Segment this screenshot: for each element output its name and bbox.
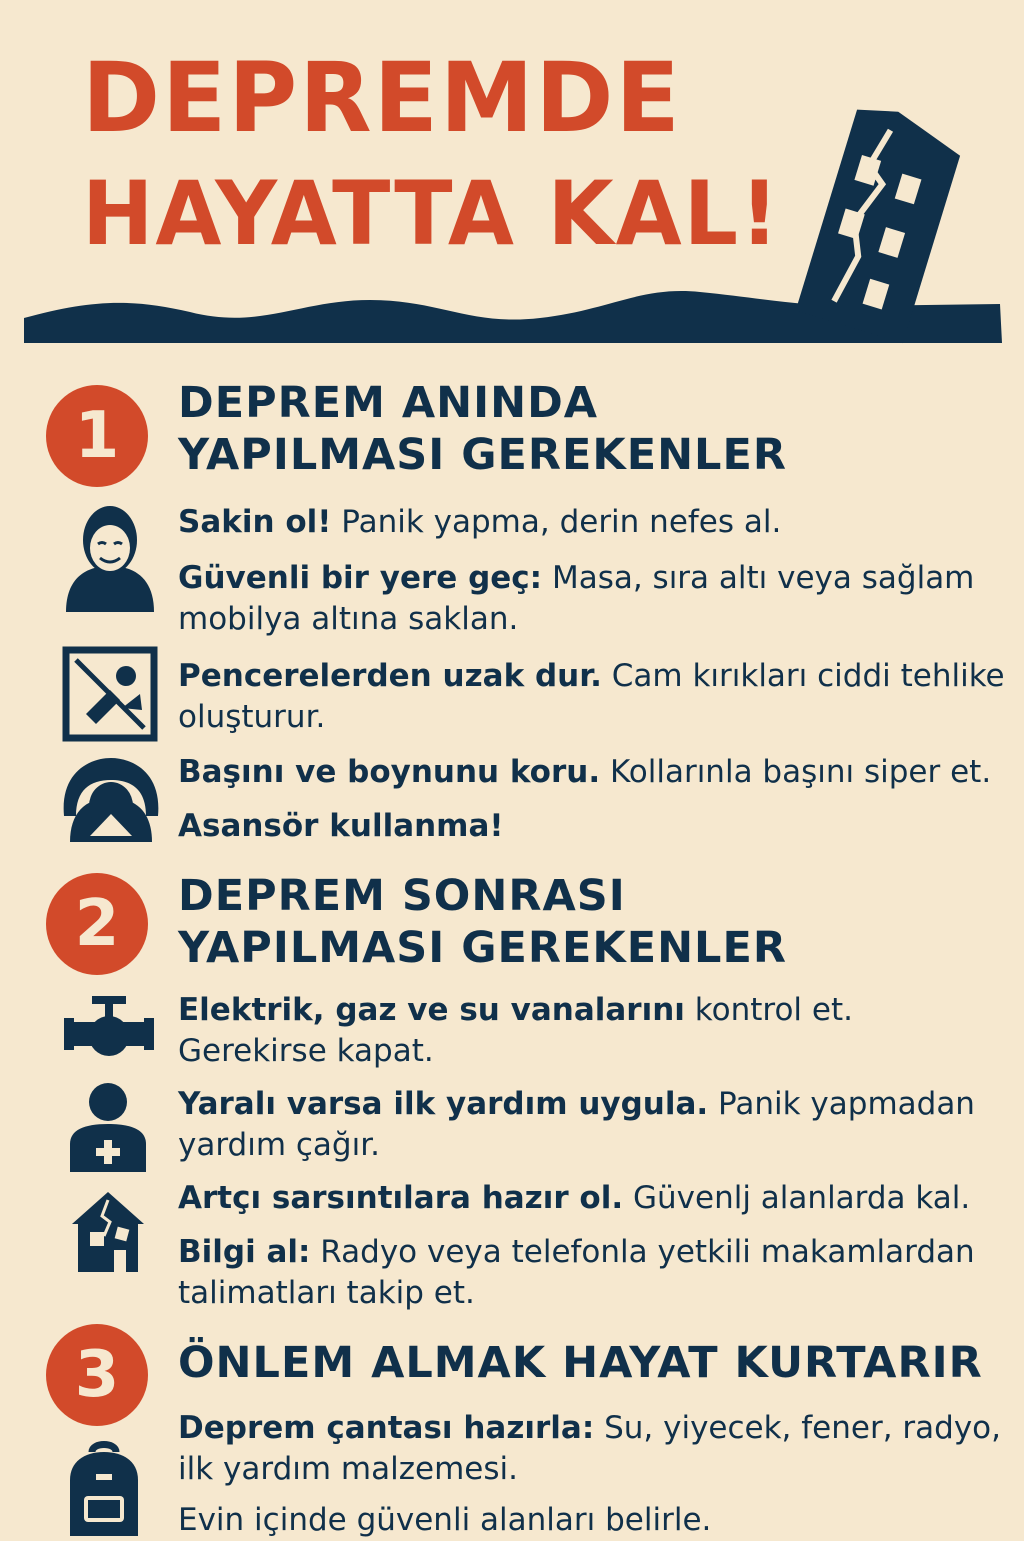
item-text: Panik yapmadan yardım çağır. bbox=[178, 1086, 975, 1163]
first-aid-person-icon bbox=[66, 1082, 150, 1172]
damaged-house-icon bbox=[68, 1188, 148, 1272]
list-item bbox=[178, 752, 1008, 793]
item-bold-text: Elektrik, gaz ve su vanalarını bbox=[178, 992, 685, 1028]
section-2-number-badge: 2 bbox=[46, 873, 148, 975]
broken-window-icon bbox=[62, 646, 158, 742]
list-item bbox=[178, 806, 1008, 847]
item-text: Panik yapma, derin nefes al. bbox=[331, 504, 782, 540]
list-item bbox=[178, 1232, 1008, 1314]
item-text: Cam kırıkları ciddi tehlike oluşturur. bbox=[178, 658, 1005, 735]
section-1-number-badge: 1 bbox=[46, 385, 148, 487]
section-1-title-line1: DEPREM ANINDA bbox=[178, 378, 599, 428]
section-1-title-line2: YAPILMASI GEREKENLER bbox=[178, 430, 787, 480]
list-item bbox=[178, 990, 1008, 1072]
item-bold-text: Asansör kullanma! bbox=[178, 808, 504, 844]
item-bold-text: Güvenli bir yere geç: bbox=[178, 560, 543, 596]
item-text: Su, yiyecek, fener, radyo, ilk yardım malzemesi. bbox=[178, 1410, 1002, 1487]
list-item bbox=[178, 558, 1008, 640]
item-text: Evin içinde güvenli alanları belirle. bbox=[178, 1502, 712, 1538]
head-protect-icon bbox=[60, 754, 162, 844]
list-item bbox=[178, 1084, 1008, 1166]
item-text: Güvenlj alanlarda kal. bbox=[623, 1180, 971, 1216]
item-bold-text: Artçı sarsıntılara hazır ol. bbox=[178, 1180, 624, 1216]
item-text: kontrol et. Gerekirse kapat. bbox=[178, 992, 853, 1069]
item-bold-text: Bilgi al: bbox=[178, 1234, 311, 1270]
item-bold-text: Sakin ol! bbox=[178, 504, 332, 540]
section-2-title-line1: DEPREM SONRASI bbox=[178, 871, 626, 921]
list-item bbox=[178, 1408, 1008, 1490]
item-bold-text: Deprem çantası hazırla: bbox=[178, 1410, 595, 1446]
backpack-icon bbox=[62, 1440, 146, 1536]
list-item bbox=[178, 1178, 1008, 1219]
valve-icon bbox=[62, 994, 156, 1064]
item-bold-text: Yaralı varsa ilk yardım uygula. bbox=[178, 1086, 709, 1122]
section-2-title-line2: YAPILMASI GEREKENLER bbox=[178, 923, 787, 973]
item-text: Masa, sıra altı veya sağlam mobilya altına saklan. bbox=[178, 560, 975, 637]
page-title-line2: HAYATTA KAL! bbox=[82, 162, 781, 265]
page-title-line1: DEPREMDE bbox=[82, 42, 682, 154]
section-3-number-badge: 3 bbox=[46, 1324, 148, 1426]
list-item bbox=[178, 656, 1008, 738]
person-icon bbox=[60, 496, 160, 614]
item-bold-text: Pencerelerden uzak dur. bbox=[178, 658, 602, 694]
section-3-title-line1: ÖNLEM ALMAK HAYAT KURTARIR bbox=[178, 1338, 983, 1388]
item-bold-text: Başını ve boynunu koru. bbox=[178, 754, 601, 790]
item-text: Radyo veya telefonla yetkili makamlardan talimatları takip et. bbox=[178, 1234, 975, 1311]
list-item bbox=[178, 1500, 1008, 1541]
list-item bbox=[178, 502, 1008, 543]
item-text: Kollarınla başını siper et. bbox=[600, 754, 992, 790]
